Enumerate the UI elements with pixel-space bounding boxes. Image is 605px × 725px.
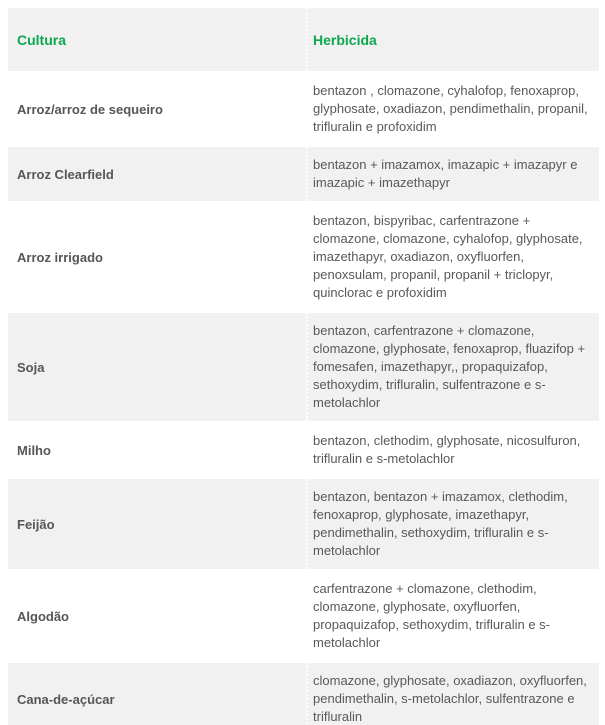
crop-name-cell: [8, 663, 306, 725]
table-row: [8, 571, 599, 661]
herbicide-list: carfentrazone + clomazone, clethodim, clomazone, glyphosate, oxyfluorfen, propaquizafop, sethoxydim, trifluralin e s-metolachlor: [313, 581, 551, 650]
table-row: [8, 479, 599, 569]
herbicide-list: bentazon , clomazone, cyhalofop, fenoxaprop, glyphosate, oxadiazon, pendimethalin, propanil, trifluralin e profoxidim: [313, 83, 588, 134]
herbicide-list-cell: [306, 73, 599, 145]
herbicide-list: bentazon, carfentrazone + clomazone, clomazone, glyphosate, fenoxaprop, fluazifop + fomesafen, imazethapyr,, propaquizafop, sethoxydim, trifluralin, sulfentrazone e s-metolachlor: [313, 323, 586, 410]
crop-name-cell: [8, 313, 306, 421]
crop-name: Soja: [17, 359, 45, 375]
column-header-cultura: Cultura: [17, 31, 66, 48]
table-row: [8, 73, 599, 145]
herbicide-list-cell: [306, 479, 599, 569]
table-header: [8, 8, 599, 71]
herbicide-list: bentazon, bispyribac, carfentrazone + clomazone, clomazone, cyhalofop, glyphosate, imazethapyr, oxadiazon, oxyfluorfen, penoxsulam, propanil, propanil + triclopyr, quinclorac e profoxidim: [313, 213, 583, 300]
crop-name: Algodão: [17, 608, 69, 624]
crop-name-cell: [8, 147, 306, 201]
crop-name: Feijão: [17, 516, 55, 532]
table-row: [8, 313, 599, 421]
herbicide-list: bentazon, clethodim, glyphosate, nicosulfuron, trifluralin e s-metolachlor: [313, 433, 581, 466]
table-row: [8, 423, 599, 477]
herbicide-list-cell: [306, 313, 599, 421]
herbicide-list-cell: [306, 147, 599, 201]
table-row: [8, 663, 599, 725]
table-row: [8, 147, 599, 201]
herbicide-list-cell: [306, 203, 599, 311]
herbicide-list-cell: [306, 423, 599, 477]
column-header-herbicida: Herbicida: [306, 8, 599, 71]
herbicide-list-cell: [306, 571, 599, 661]
crop-name: Arroz irrigado: [17, 249, 103, 265]
crop-name: Arroz Clearfield: [17, 166, 114, 182]
table-row: [8, 203, 599, 311]
herbicide-list-cell: [306, 663, 599, 725]
herbicide-list: bentazon, bentazon + imazamox, clethodim, fenoxaprop, glyphosate, imazethapyr, pendimethalin, sethoxydim, trifluralin e s-metolachlor: [313, 489, 568, 558]
crop-name-cell: [8, 571, 306, 661]
crop-name-cell: [8, 203, 306, 311]
crop-name-cell: [8, 73, 306, 145]
table-body: [8, 73, 599, 725]
herbicide-list: bentazon + imazamox, imazapic + imazapyr e imazapic + imazethapyr: [313, 157, 578, 190]
crop-name-cell: [8, 479, 306, 569]
herbicide-list: clomazone, glyphosate, oxadiazon, oxyfluorfen, pendimethalin, s-metolachlor, sulfentrazone e trifluralin: [313, 673, 587, 724]
crop-name: Milho: [17, 442, 51, 458]
crop-name-cell: [8, 423, 306, 477]
crop-name: Arroz/arroz de sequeiro: [17, 101, 163, 117]
crop-name: Cana-de-açúcar: [17, 691, 115, 707]
